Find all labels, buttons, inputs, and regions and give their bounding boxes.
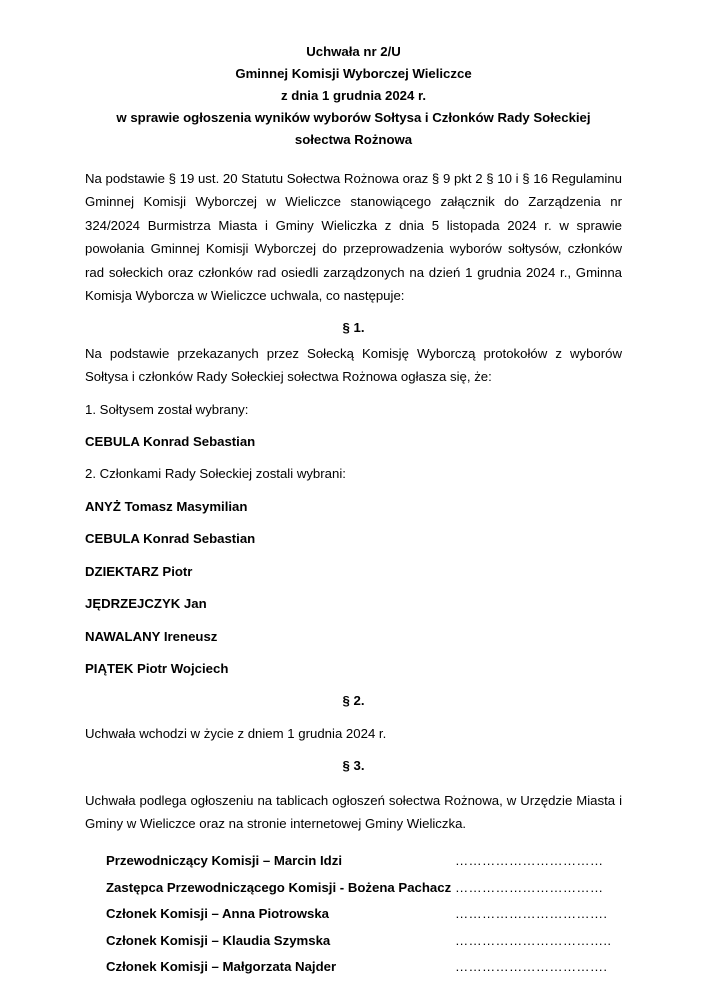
document-page	[85, 41, 622, 982]
council-member: ANYŻ Tomasz Masymilian	[85, 498, 248, 514]
resolution-number: Uchwała nr 2/U	[306, 44, 401, 59]
resolution-village: sołectwa Rożnowa	[294, 132, 413, 147]
signatory-role: Członek Komisji – Anna Piotrowska	[106, 906, 330, 922]
council-member: DZIEKTARZ Piotr	[85, 563, 193, 579]
signature-block	[85, 849, 622, 982]
item-2-label: 2. Członkami Rady Sołeckiej zostali wybrani:	[85, 466, 346, 482]
resolution-date: z dnia 1 grudnia 2024 r.	[280, 88, 427, 103]
signature-line: ……………………………	[455, 879, 604, 895]
signatory-role: Zastępca Przewodniczącego Komisji - Bożena Pachacz	[106, 879, 452, 895]
section-1-heading: § 1.	[342, 320, 365, 336]
resolution-subject: w sprawie ogłoszenia wyników wyborów Sołtysa i Członków Rady Sołeckiej	[116, 110, 591, 125]
signature-row	[85, 849, 622, 876]
section-2-heading: § 2.	[342, 693, 365, 709]
council-member: CEBULA Konrad Sebastian	[85, 531, 256, 547]
signature-row	[85, 955, 622, 982]
signature-row	[85, 876, 622, 903]
section-1-intro: Na podstawie przekazanych przez Sołecką Komisję Wyborczą protokołów z wyborów Sołtysa i członków Rady Sołeckiej sołectwa Rożnowa ogłasza się, że:	[85, 345, 622, 385]
signature-line: …………………………….	[455, 959, 608, 975]
signature-line: ……………………………	[455, 853, 604, 869]
signatory-role: Członek Komisji – Małgorzata Najder	[106, 959, 337, 975]
item-1-label: 1. Sołtysem został wybrany:	[85, 401, 249, 417]
council-members-list	[85, 495, 622, 680]
council-member: PIĄTEK Piotr Wojciech	[85, 660, 229, 676]
section-2-text: Uchwała wchodzi w życie z dniem 1 grudnia 2024 r.	[85, 725, 387, 741]
signature-line: …………………………….	[455, 906, 608, 922]
preamble-paragraph: Na podstawie § 19 ust. 20 Statutu Sołectwa Rożnowa oraz § 9 pkt 2 § 10 i § 16 Regulaminu Gminnej Komisji Wyborczej w Wieliczce stanowiącego załącznik do Zarządzenia nr 324/2024 Burmistrza Miasta i Gminy Wieliczka z dnia 5 listopada 2024 r. w sprawie powołania Gminnej Komisji Wyborczej do przeprowadzenia wyborów sołtysów, członków rad sołeckich oraz członków rad osiedli zarządzonych na dzień 1 grudnia 2024 r., Gminna Komisja Wyborcza w Wieliczce uchwala, co następuje:	[85, 171, 622, 304]
soltys-name: CEBULA Konrad Sebastian	[85, 434, 256, 450]
resolution-title	[85, 41, 622, 151]
signature-row	[85, 929, 622, 956]
signature-row	[85, 902, 622, 929]
issuing-body: Gminnej Komisji Wyborczej Wieliczce	[235, 66, 472, 81]
council-member: NAWALANY Ireneusz	[85, 628, 218, 644]
signatory-role: Przewodniczący Komisji – Marcin Idzi	[106, 853, 342, 869]
signatory-role: Członek Komisji – Klaudia Szymska	[106, 932, 331, 948]
section-3-heading: § 3.	[342, 758, 365, 774]
council-member: JĘDRZEJCZYK Jan	[85, 596, 207, 612]
section-3-text: Uchwała podlega ogłoszeniu na tablicach ogłoszeń sołectwa Rożnowa, w Urzędzie Miasta i Gminy w Wieliczce oraz na stronie internetowej Gminy Wieliczka.	[85, 792, 622, 831]
signature-line: ……………………………..	[455, 932, 612, 948]
